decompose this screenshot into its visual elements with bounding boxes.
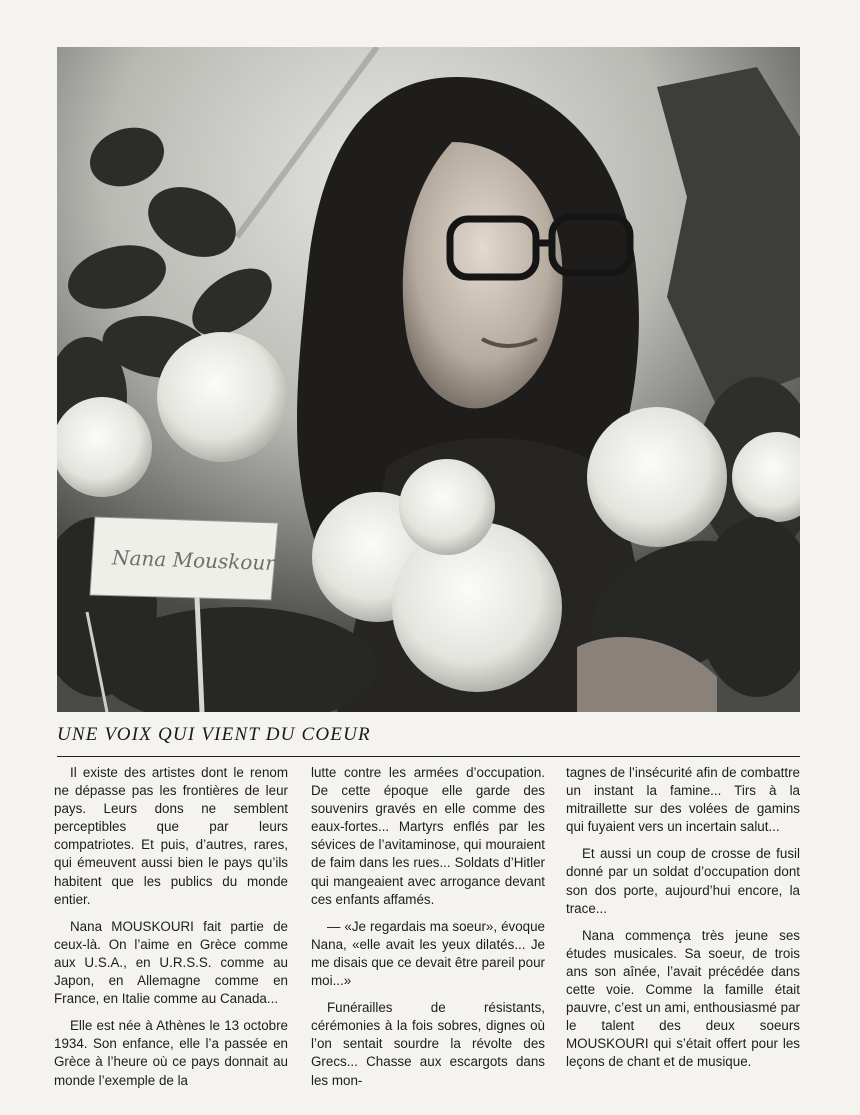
photo-illustration — [57, 47, 800, 712]
portrait-photo — [57, 47, 800, 712]
text-column-3 — [566, 764, 800, 1081]
placard-text: Nana Mouskouri — [111, 545, 282, 576]
paragraph: Funérailles de résistants, cérémonies à la fois sobres, dignes où l’on sentait sourdre la révolte des Grecs... Chasse aux escargots dans les mon- — [311, 1000, 545, 1088]
paragraph: Il existe des artistes dont le renom ne dépasse pas les frontières de leur pays. Leurs dons ne semblent perceptibles que par leurs compatriotes. Et puis, d’autres, rares, qui émeuvent aussi bien le pays qu’ils habitent que les publics du monde entier. — [54, 765, 288, 907]
text-column-1 — [54, 764, 288, 1099]
paragraph: Et aussi un coup de crosse de fusil donné par un soldat d’occupation dont son dos porte, aujourd’hui encore, la trace... — [566, 846, 800, 916]
article-title: UNE VOIX QUI VIENT DU COEUR — [57, 724, 371, 745]
paragraph: Nana commença très jeune ses études musicales. Sa soeur, de trois ans son aînée, l’avait précédée dans cette voie. Comme la famille était pauvre, c’est un ami, enthousiasmé par le talent des deux soeurs MOUSKOURI qui s’était offert pour les leçons de chant et de musique. — [566, 927, 800, 1070]
paragraph: lutte contre les armées d’occupation. De cette époque elle garde des souvenirs gravés en elle comme des eaux-fortes... Martyrs enflés par les sévices de l’avitaminose, qui mouraient de faim dans les rues... Soldats d’Hitler qui mangeaient avec arrogance devant ces enfants affamés. — [311, 765, 545, 907]
paragraph: Elle est née à Athènes le 13 octobre 1934. Son enfance, elle l’a passée en Grèce à l’heure où ce pays donnait au monde l’exemple de la — [54, 1018, 288, 1088]
paragraph: tagnes de l’insécurité afin de combattre un instant la famine... Tirs à la mitraillette sur des volées de gamins qui fuyaient vers un incertain salut... — [566, 765, 800, 835]
paragraph: Nana MOUSKOURI fait partie de ceux-là. On l’aime en Grèce comme aux U.S.A., en U.R.S.S. comme au Japon, en Allemagne comme en France, en Italie comme au Canada... — [54, 918, 288, 1007]
text-column-2 — [311, 764, 545, 1099]
paragraph: — «Je regardais ma soeur», évoque Nana, «elle avait les yeux dilatés... Je me disais que ce devait être pareil pour moi...» — [311, 918, 545, 989]
title-divider — [57, 756, 800, 757]
